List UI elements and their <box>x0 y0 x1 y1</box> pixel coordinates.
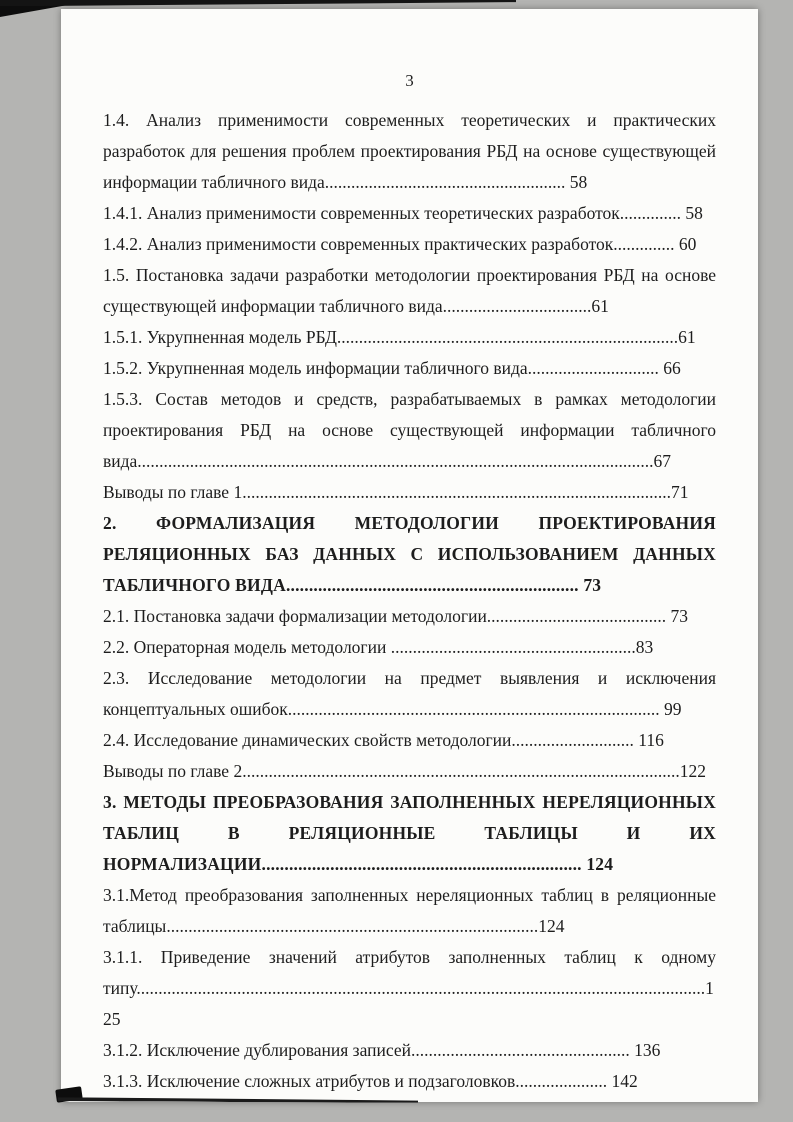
toc-entry: 2. ФОРМАЛИЗАЦИЯ МЕТОДОЛОГИИ ПРОЕКТИРОВАНИЯ РЕЛЯЦИОННЫХ БАЗ ДАННЫХ С ИСПОЛЬЗОВАНИЕМ ДАННЫХ ТАБЛИЧНОГО ВИДА................................................................ 73 <box>103 513 716 595</box>
toc-entry: 1.5. Постановка задачи разработки методологии проектирования РБД на основе существующей информации табличного вида..................................61 <box>103 265 716 316</box>
toc-entry: 3.1.2. Исключение дублирования записей.................................................. 136 <box>103 1040 661 1060</box>
toc-entry: 2.3. Исследование методологии на предмет выявления и исключения концептуальных ошибок..................................................................................... 99 <box>103 668 716 719</box>
toc-entry: 1.5.2. Укрупненная модель информации табличного вида.............................. 66 <box>103 358 681 378</box>
toc-entry: 1.4.1. Анализ применимости современных теоретических разработок.............. 58 <box>103 203 703 223</box>
toc-entry: Выводы по главе 2....................................................................................................122 <box>103 761 706 781</box>
toc-entry: 2.4. Исследование динамических свойств методологии............................ 116 <box>103 730 664 750</box>
toc-entry: Выводы по главе 1..................................................................................................71 <box>103 482 689 502</box>
toc-entry: 3.1.Метод преобразования заполненных нереляционных таблиц в реляционные таблицы.....................................................................................124 <box>103 885 716 936</box>
page-number: 3 <box>405 71 414 90</box>
toc-entry: 1.5.1. Укрупненная модель РБД..............................................................................61 <box>103 327 696 347</box>
scan-artifact-top-line <box>0 0 516 6</box>
toc-entry: 3. МЕТОДЫ ПРЕОБРАЗОВАНИЯ ЗАПОЛНЕННЫХ НЕРЕЛЯЦИОННЫХ ТАБЛИЦ В РЕЛЯЦИОННЫЕ ТАБЛИЦЫ И ИХ НОРМАЛИЗАЦИИ...................................................................... 124 <box>103 792 716 874</box>
document-page <box>61 9 758 1102</box>
toc-entry: 1.4.2. Анализ применимости современных практических разработок.............. 60 <box>103 234 697 254</box>
table-of-contents <box>103 105 716 1097</box>
toc-entry: 3.1.1. Приведение значений атрибутов заполненных таблиц к одному типу..................................................................................................................................125 <box>103 947 716 1029</box>
toc-entry: 2.2. Операторная модель методологии ........................................................83 <box>103 637 654 657</box>
toc-entry: 3.1.3. Исключение сложных атрибутов и подзаголовков..................... 142 <box>103 1071 638 1091</box>
toc-entry: 1.5.3. Состав методов и средств, разрабатываемых в рамках методологии проектирования РБД на основе существующей информации табличного вида......................................................................................................................67 <box>103 389 716 471</box>
toc-entry: 1.4. Анализ применимости современных теоретических и практических разработок для решения проблем проектирования РБД на основе существующей информации табличного вида....................................................... 58 <box>103 110 716 192</box>
toc-entry: 2.1. Постановка задачи формализации методологии......................................... 73 <box>103 606 689 626</box>
